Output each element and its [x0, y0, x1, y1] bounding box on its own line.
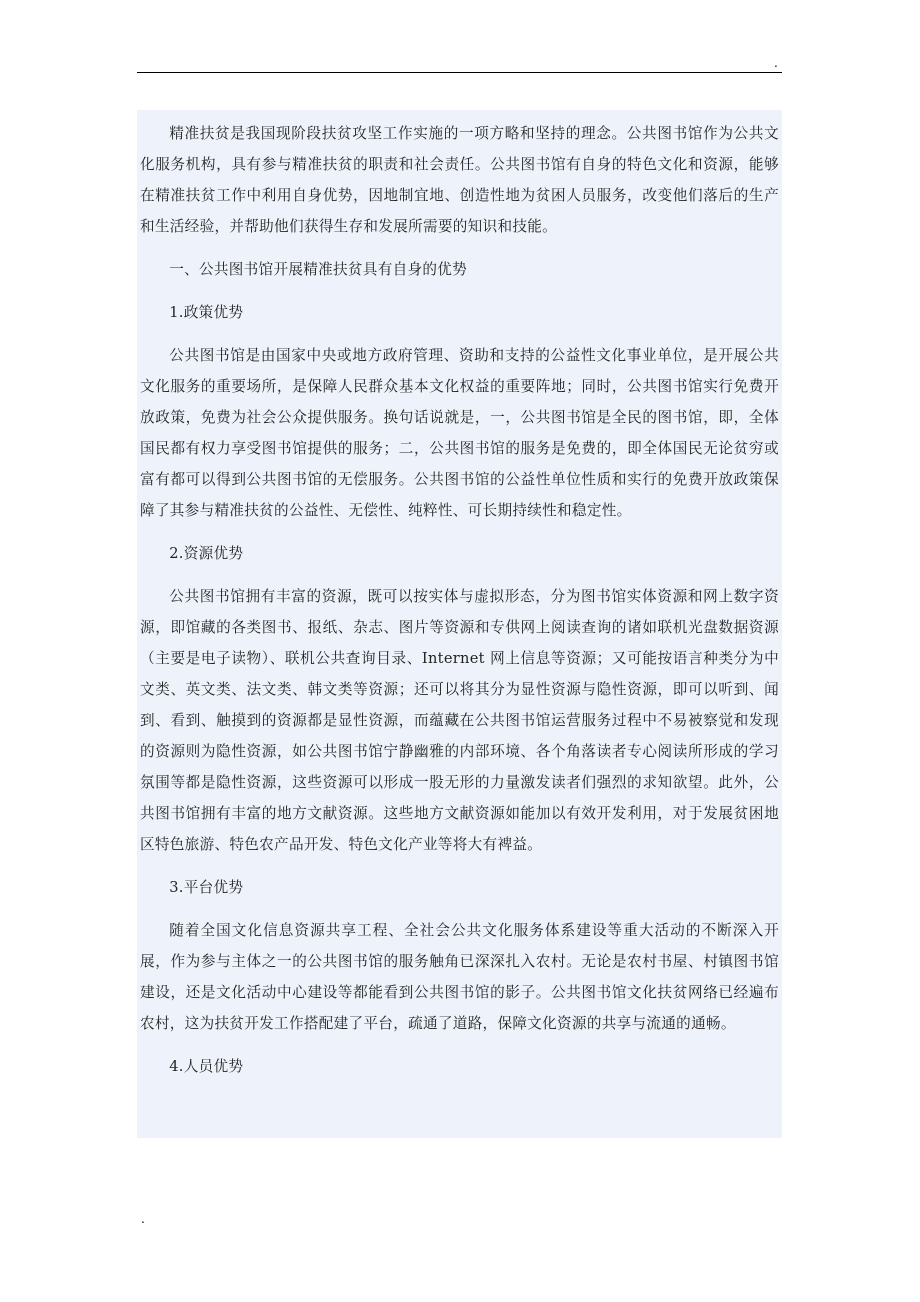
paragraph-resources: 公共图书馆拥有丰富的资源，既可以按实体与虚拟形态，分为图书馆实体资源和网上数字资源，即馆藏的各类图书、报纸、杂志、图片等资源和专供网上阅读查询的诸如联机光盘数据资源（主要是电子读物）、联机公共查询目录、Internet 网上信息等资源；又可能按语言种类分为中文类、英文类、法文类、韩文类等资源；还可以将其分为显性资源与隐性资源，即可以听到、闻到、看到、触摸到的资源都是显性资源，而蕴藏在公共图书馆运营服务过程中不易被察觉和发现的资源则为隐性资源，如公共图书馆宁静幽雅的内部环境、各个角落读者专心阅读所形成的学习氛围等都是隐性资源，这些资源可以形成一股无形的力量激发读者们强烈的求知欲望。此外，公共图书馆拥有丰富的地方文献资源。这些地方文献资源如能加以有效开发利用，对于发展贫困地区特色旅游、特色农产品开发、特色文化产业等将大有裨益。	[140, 588, 779, 853]
subheading-platform: 3.平台优势	[169, 879, 244, 896]
section-heading: 一、公共图书馆开展精准扶贫具有自身的优势	[169, 261, 468, 278]
intro-paragraph: 精准扶贫是我国现阶段扶贫攻坚工作实施的一项方略和坚持的理念。公共图书馆作为公共文化服务机构，具有参与精准扶贫的职责和社会责任。公共图书馆有自身的特色文化和资源，能够在精准扶贫工作中利用自身优势，因地制宜地、创造性地为贫困人员服务，改变他们落后的生产和生活经验，并帮助他们获得生存和发展所需要的知识和技能。	[140, 125, 779, 235]
paragraph-platform: 随着全国文化信息资源共享工程、全社会公共文化服务体系建设等重大活动的不断深入开展，作为参与主体之一的公共图书馆的服务触角已深深扎入农村。无论是农村书屋、村镇图书馆建设，还是文化活动中心建设等都能看到公共图书馆的影子。公共图书馆文化扶贫网络已经遍布农村，这为扶贫开发工作搭配建了平台，疏通了道路，保障文化资源的共享与流通的通畅。	[140, 922, 779, 1032]
document-body	[137, 110, 782, 1138]
header-mark: .	[774, 56, 778, 70]
paragraph-policy: 公共图书馆是由国家中央或地方政府管理、资助和支持的公益性文化事业单位，是开展公共文化服务的重要场所，是保障人民群众基本文化权益的重要阵地；同时，公共图书馆实行免费开放政策，免费为社会公众提供服务。换句话说就是，一，公共图书馆是全民的图书馆，即，全体国民都有权力享受图书馆提供的服务；二，公共图书馆的服务是免费的，即全体国民无论贫穷或富有都可以得到公共图书馆的无偿服务。公共图书馆的公益性单位性质和实行的免费开放政策保障了其参与精准扶贫的公益性、无偿性、纯粹性、可长期持续性和稳定性。	[140, 347, 779, 519]
header-rule	[137, 72, 782, 73]
subheading-resources: 2.资源优势	[169, 545, 244, 562]
subheading-personnel: 4.人员优势	[169, 1058, 244, 1075]
subheading-policy: 1.政策优势	[169, 304, 244, 321]
footer-mark: .	[141, 1212, 145, 1226]
